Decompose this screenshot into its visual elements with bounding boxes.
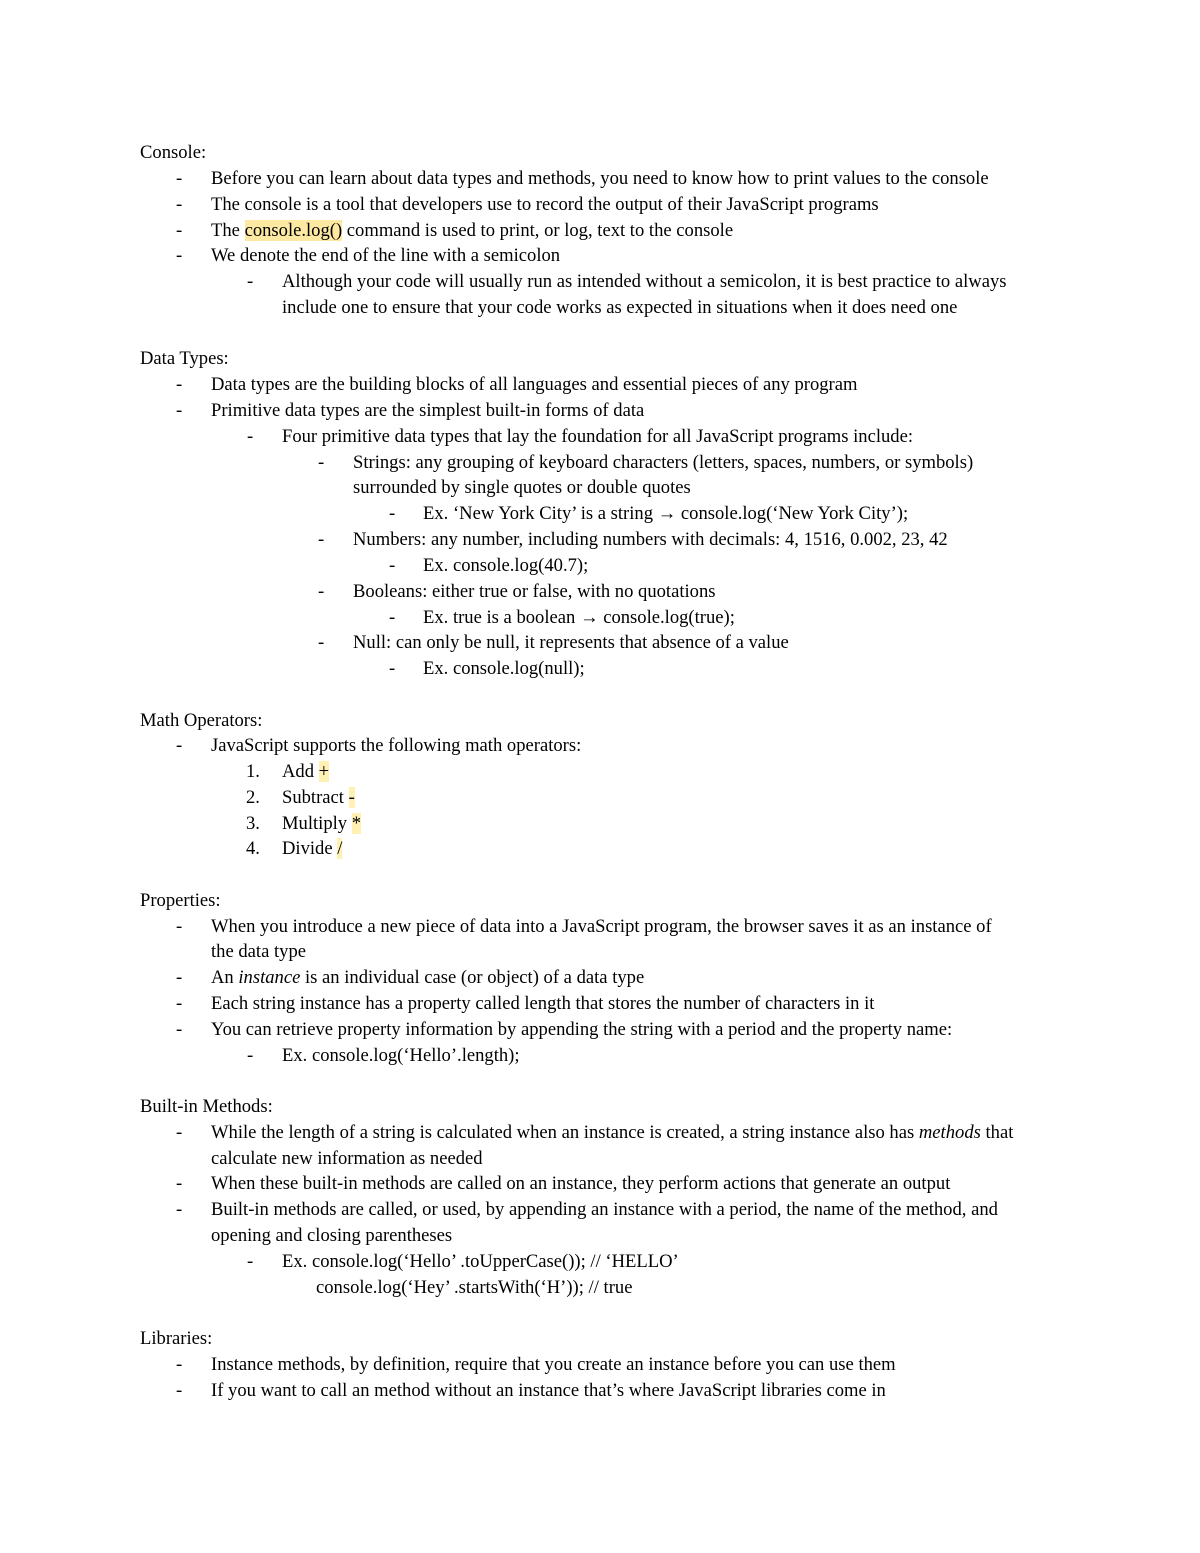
text-run: An xyxy=(211,967,239,988)
bullet-dash: - xyxy=(176,245,183,266)
console-sub-bullet-line-1: Although your code will usually run as intended without a semicolon, it is best practice to always xyxy=(282,271,1007,292)
strings-line-2: surrounded by single quotes or double quotes xyxy=(353,477,691,498)
methods-example-line-2: console.log(‘Hey’ .startsWith(‘H’)); // true xyxy=(316,1277,633,1298)
bullet-dash: - xyxy=(318,452,325,473)
bullet-dash: - xyxy=(389,503,396,524)
bullet-dash: - xyxy=(176,194,183,215)
strings-line-1: Strings: any grouping of keyboard characters (letters, spaces, numbers, or symbols) xyxy=(353,452,974,473)
bullet-dash: - xyxy=(176,1173,183,1194)
bullet-dash: - xyxy=(176,1199,183,1220)
math-operator-highlight: + xyxy=(318,761,330,782)
methods-example-line-1: Ex. console.log(‘Hello’ .toUpperCase()); // ‘HELLO’ xyxy=(282,1251,679,1272)
properties-bullet-2 xyxy=(211,965,644,991)
text-run: command is used to print, or log, text to the console xyxy=(342,220,734,241)
bullet-dash: - xyxy=(176,993,183,1014)
bullet-dash: - xyxy=(389,658,396,679)
data-types-bullet-2: Primitive data types are the simplest built-in forms of data xyxy=(211,400,645,421)
numbers-bullet: Numbers: any number, including numbers with decimals: 4, 1516, 0.002, 23, 42 xyxy=(353,529,948,550)
numbers-example: Ex. console.log(40.7); xyxy=(423,555,589,576)
methods-bullet-3-line-1: Built-in methods are called, or used, by appending an instance with a period, the name of the method, and xyxy=(211,1199,998,1220)
math-item-add xyxy=(282,759,329,785)
text-run: that xyxy=(980,1122,1014,1143)
properties-bullet-1-line-1: When you introduce a new piece of data into a JavaScript program, the browser saves it as an instance of xyxy=(211,916,992,937)
italic-term: methods xyxy=(918,1122,981,1143)
bullet-dash: - xyxy=(176,168,183,189)
methods-bullet-1-line-2: calculate new information as needed xyxy=(211,1148,483,1169)
math-item-label: Add xyxy=(282,761,319,782)
math-item-number: 1. xyxy=(246,761,260,782)
bullet-dash: - xyxy=(247,1045,254,1066)
strings-example: Ex. ‘New York City’ is a string → console.log(‘New York City’); xyxy=(423,503,909,524)
properties-example: Ex. console.log(‘Hello’.length); xyxy=(282,1045,520,1066)
console-bullet-3 xyxy=(211,218,733,244)
text-run: The xyxy=(211,220,245,241)
math-item-number: 4. xyxy=(246,838,260,859)
bullet-dash: - xyxy=(318,529,325,550)
bullet-dash: - xyxy=(318,581,325,602)
section-heading-built-in-methods: Built-in Methods: xyxy=(140,1096,273,1117)
data-types-bullet-1: Data types are the building blocks of all languages and essential pieces of any program xyxy=(211,374,858,395)
bullet-dash: - xyxy=(176,1380,183,1401)
section-heading-properties: Properties: xyxy=(140,890,221,911)
bullet-dash: - xyxy=(176,735,183,756)
bullet-dash: - xyxy=(389,607,396,628)
math-item-subtract xyxy=(282,785,355,811)
bullet-dash: - xyxy=(247,426,254,447)
math-item-number: 2. xyxy=(246,787,260,808)
console-bullet-2: The console is a tool that developers use to record the output of their JavaScript programs xyxy=(211,194,879,215)
section-heading-math-operators: Math Operators: xyxy=(140,710,263,731)
methods-bullet-1-line-1 xyxy=(211,1120,1013,1146)
bullet-dash: - xyxy=(176,220,183,241)
bullet-dash: - xyxy=(247,1251,254,1272)
bullet-dash: - xyxy=(176,916,183,937)
italic-term: instance xyxy=(238,967,301,988)
math-operator-highlight: - xyxy=(348,787,355,808)
null-bullet: Null: can only be null, it represents that absence of a value xyxy=(353,632,789,653)
section-heading-libraries: Libraries: xyxy=(140,1328,213,1349)
properties-bullet-4: You can retrieve property information by appending the string with a period and the property name: xyxy=(211,1019,953,1040)
bullet-dash: - xyxy=(176,967,183,988)
bullet-dash: - xyxy=(247,271,254,292)
booleans-bullet: Booleans: either true or false, with no quotations xyxy=(353,581,716,602)
methods-bullet-2: When these built-in methods are called on an instance, they perform actions that generate an output xyxy=(211,1173,951,1194)
bullet-dash: - xyxy=(318,632,325,653)
bullet-dash: - xyxy=(176,1122,183,1143)
libraries-bullet-2: If you want to call an method without an instance that’s where JavaScript libraries come in xyxy=(211,1380,886,1401)
section-heading-data-types: Data Types: xyxy=(140,348,229,369)
highlight-console-log: console.log() xyxy=(244,220,343,241)
bullet-dash: - xyxy=(389,555,396,576)
math-item-divide xyxy=(282,836,342,862)
math-operator-highlight: / xyxy=(337,838,343,859)
math-bullet-1: JavaScript supports the following math operators: xyxy=(211,735,582,756)
text-run: is an individual case (or object) of a data type xyxy=(300,967,645,988)
data-types-sub-bullet: Four primitive data types that lay the foundation for all JavaScript programs include: xyxy=(282,426,913,447)
null-example: Ex. console.log(null); xyxy=(423,658,585,679)
bullet-dash: - xyxy=(176,374,183,395)
libraries-bullet-1: Instance methods, by definition, require that you create an instance before you can use them xyxy=(211,1354,896,1375)
properties-bullet-3: Each string instance has a property called length that stores the number of characters in it xyxy=(211,993,875,1014)
bullet-dash: - xyxy=(176,1019,183,1040)
bullet-dash: - xyxy=(176,400,183,421)
booleans-example: Ex. true is a boolean → console.log(true); xyxy=(423,607,735,628)
console-bullet-1: Before you can learn about data types and methods, you need to know how to print values to the console xyxy=(211,168,989,189)
math-item-label: Divide xyxy=(282,838,338,859)
math-item-number: 3. xyxy=(246,813,260,834)
properties-bullet-1-line-2: the data type xyxy=(211,941,306,962)
text-run: While the length of a string is calculated when an instance is created, a string instance also has xyxy=(211,1122,919,1143)
console-sub-bullet-line-2: include one to ensure that your code works as expected in situations when it does need one xyxy=(282,297,958,318)
math-item-label: Subtract xyxy=(282,787,349,808)
bullet-dash: - xyxy=(176,1354,183,1375)
math-item-multiply xyxy=(282,811,361,837)
math-operator-highlight: * xyxy=(351,813,362,834)
console-bullet-4: We denote the end of the line with a semicolon xyxy=(211,245,561,266)
math-item-label: Multiply xyxy=(282,813,352,834)
section-heading-console: Console: xyxy=(140,142,207,163)
methods-bullet-3-line-2: opening and closing parentheses xyxy=(211,1225,453,1246)
